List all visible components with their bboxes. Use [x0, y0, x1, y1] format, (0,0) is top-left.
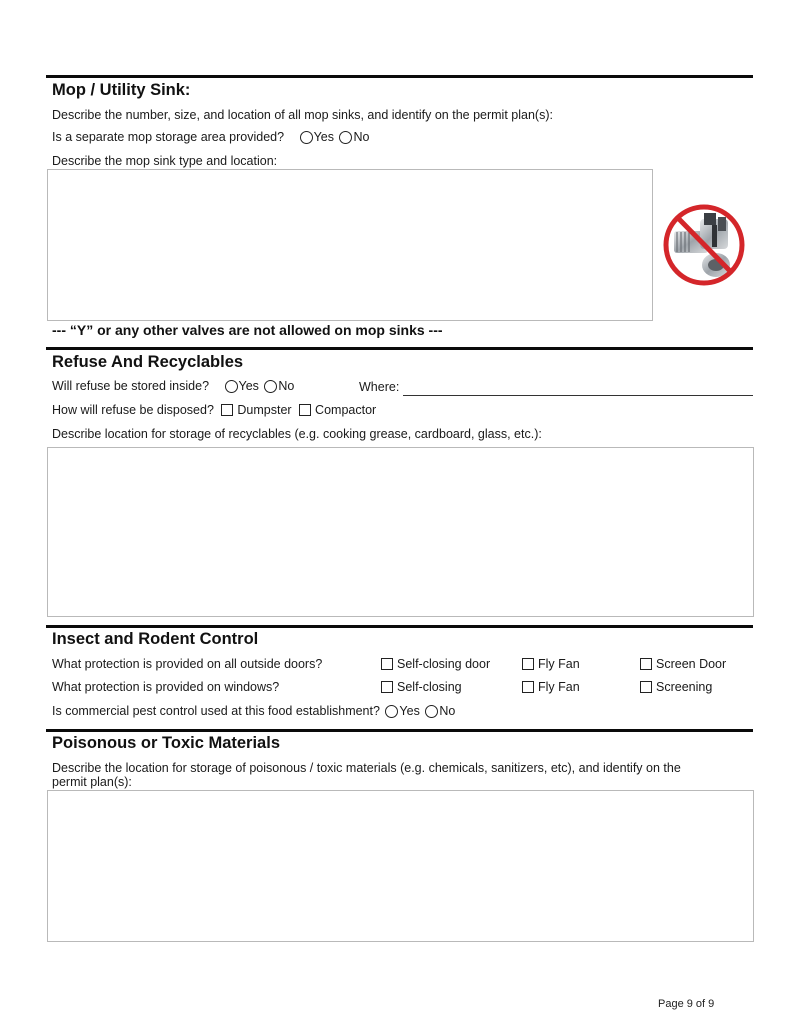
- mop-storage-yes-radio[interactable]: [300, 131, 313, 144]
- refuse-disposal-question-label: How will refuse be disposed?: [52, 403, 214, 417]
- mop-storage-yes-option[interactable]: [294, 130, 334, 144]
- refuse-inside-no-label: No: [278, 379, 295, 393]
- toxic-storage-textarea[interactable]: [47, 790, 754, 942]
- pest-control-question-row: [52, 704, 455, 718]
- windows-fly-fan-checkbox[interactable]: [522, 681, 534, 693]
- section-heading-toxic: Poisonous or Toxic Materials: [52, 734, 280, 752]
- doors-self-closing-checkbox[interactable]: [381, 658, 393, 670]
- section-heading-insect: Insect and Rodent Control: [52, 630, 259, 648]
- refuse-inside-question-label: Will refuse be stored inside?: [52, 379, 210, 393]
- refuse-compactor-label: Compactor: [315, 403, 377, 417]
- toxic-describe-label-line1: Describe the location for storage of poisonous / toxic materials (e.g. chemicals, sanitizers, etc), and identify on the: [52, 761, 681, 775]
- refuse-inside-question-row: [52, 379, 294, 393]
- doors-fly-fan-label: Fly Fan: [538, 657, 580, 671]
- windows-fly-fan-option[interactable]: [522, 680, 580, 694]
- no-y-valve-image: [660, 201, 748, 289]
- windows-self-closing-label: Self-closing: [397, 680, 462, 694]
- mop-sink-describe-label: Describe the number, size, and location of all mop sinks, and identify on the permit plan(s):: [52, 108, 553, 122]
- pest-control-yes-label: Yes: [399, 704, 420, 718]
- page-number: Page 9 of 9: [658, 998, 715, 1010]
- refuse-dumpster-label: Dumpster: [237, 403, 292, 417]
- refuse-dumpster-checkbox[interactable]: [221, 404, 233, 416]
- pest-control-no-radio[interactable]: [425, 705, 438, 718]
- doors-question-label: What protection is provided on all outside doors?: [52, 657, 323, 671]
- refuse-where-label: Where:: [359, 380, 400, 394]
- prohibition-valve-icon: [660, 201, 748, 289]
- section-rule-insect: [46, 625, 753, 628]
- mop-sink-type-textarea[interactable]: [47, 169, 653, 321]
- pest-control-no-option[interactable]: [423, 704, 455, 718]
- pest-control-no-label: No: [439, 704, 456, 718]
- windows-question-label: What protection is provided on windows?: [52, 680, 280, 694]
- refuse-compactor-option[interactable]: [295, 403, 376, 417]
- windows-screening-label: Screening: [656, 680, 713, 694]
- pest-control-yes-radio[interactable]: [385, 705, 398, 718]
- mop-storage-yes-label: Yes: [313, 130, 334, 144]
- mop-sink-valve-warning: --- “Y” or any other valves are not allowed on mop sinks ---: [52, 322, 443, 338]
- section-heading-refuse: Refuse And Recyclables: [52, 353, 244, 371]
- section-rule-mop-sink: [46, 75, 753, 78]
- refuse-compactor-checkbox[interactable]: [299, 404, 311, 416]
- windows-screening-option[interactable]: [640, 680, 712, 694]
- mop-sink-type-label: Describe the mop sink type and location:: [52, 154, 278, 168]
- doors-screen-door-checkbox[interactable]: [640, 658, 652, 670]
- refuse-inside-no-option[interactable]: [262, 379, 294, 393]
- doors-self-closing-option[interactable]: [381, 657, 490, 671]
- doors-fly-fan-option[interactable]: [522, 657, 580, 671]
- doors-screen-door-option[interactable]: [640, 657, 726, 671]
- refuse-inside-yes-radio[interactable]: [225, 380, 238, 393]
- mop-storage-question-row: [52, 130, 369, 144]
- doors-screen-door-label: Screen Door: [656, 657, 727, 671]
- refuse-inside-yes-label: Yes: [238, 379, 259, 393]
- refuse-where-input[interactable]: [403, 381, 753, 396]
- mop-storage-no-radio[interactable]: [339, 131, 352, 144]
- recyclables-label: Describe location for storage of recyclables (e.g. cooking grease, cardboard, glass, etc.):: [52, 427, 542, 441]
- doors-fly-fan-checkbox[interactable]: [522, 658, 534, 670]
- windows-self-closing-checkbox[interactable]: [381, 681, 393, 693]
- mop-storage-no-option[interactable]: [337, 130, 369, 144]
- mop-storage-no-label: No: [353, 130, 370, 144]
- pest-control-question-label: Is commercial pest control used at this food establishment?: [52, 704, 380, 718]
- section-rule-toxic: [46, 729, 753, 732]
- toxic-describe-label-line2: permit plan(s):: [52, 775, 132, 789]
- pest-control-yes-option[interactable]: [383, 704, 419, 718]
- windows-self-closing-option[interactable]: [381, 680, 462, 694]
- refuse-inside-no-radio[interactable]: [264, 380, 277, 393]
- mop-storage-question-label: Is a separate mop storage area provided?: [52, 130, 285, 144]
- section-heading-mop-sink: Mop / Utility Sink:: [52, 81, 191, 99]
- refuse-inside-yes-option[interactable]: [219, 379, 259, 393]
- refuse-dumpster-option[interactable]: [217, 403, 291, 417]
- windows-screening-checkbox[interactable]: [640, 681, 652, 693]
- windows-fly-fan-label: Fly Fan: [538, 680, 580, 694]
- section-rule-refuse: [46, 347, 753, 350]
- doors-self-closing-label: Self-closing door: [397, 657, 491, 671]
- refuse-disposal-question-row: [52, 403, 376, 417]
- recyclables-textarea[interactable]: [47, 447, 754, 617]
